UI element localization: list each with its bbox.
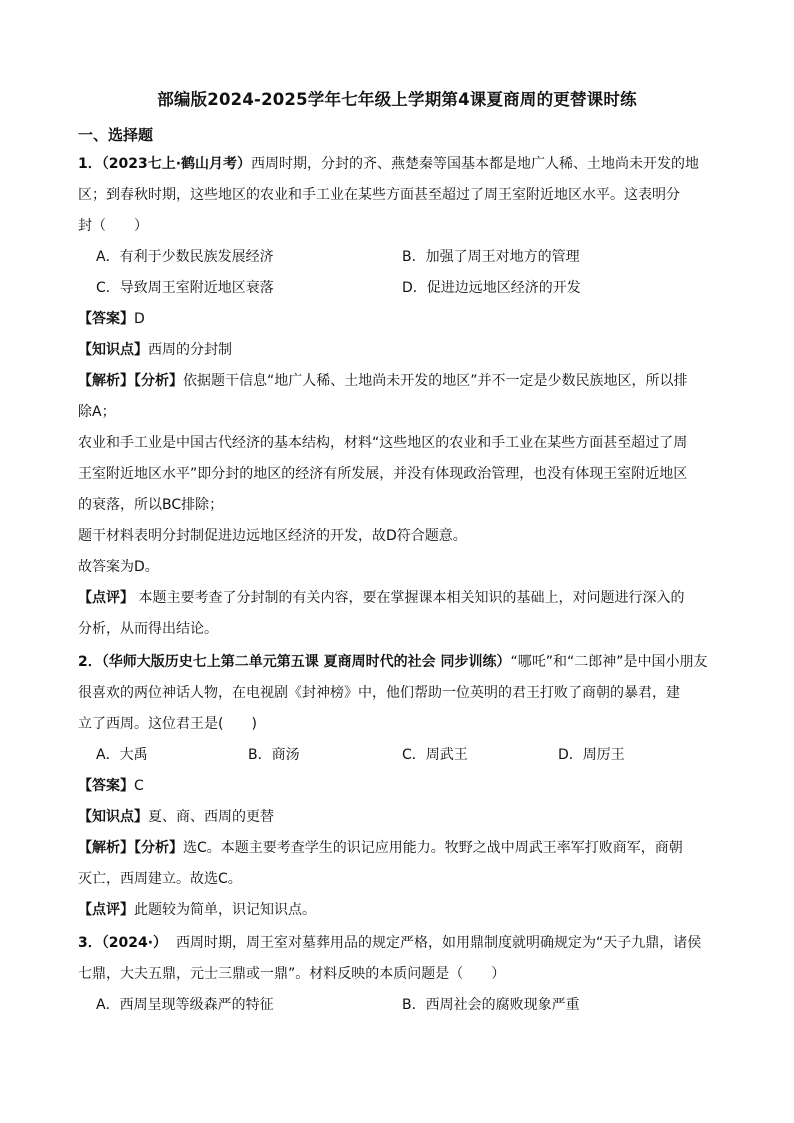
q2-knowledge-point [78, 802, 718, 833]
q1-option-b: B．加强了周王对地方的管理 [402, 249, 580, 265]
q1-comment-text-1: 本题主要考查了分封制的有关内容，要在掌握课本相关知识的基础上，对问题进行深入的 [138, 590, 685, 606]
q2-option-c: C．周武王 [402, 747, 468, 763]
q1-analysis-line-5: 的衰落，所以BC排除； [78, 497, 224, 513]
q1-comment-label: 【点评】 [78, 590, 134, 606]
q2-comment [78, 895, 718, 926]
q2-option-a: A．大禹 [96, 747, 148, 763]
q1-comment-line-1 [78, 583, 718, 614]
q2-analysis-line-2: 灭亡，西周建立。故选C。 [78, 871, 242, 887]
q2-stem-line-1 [78, 647, 718, 678]
q2-stem-line-3: 立了西周。这位君王是( ) [78, 716, 257, 732]
q3-stem-line-2: 七鼎，大夫五鼎，元士三鼎或一鼎”。材料反映的本质问题是（ ） [78, 966, 506, 982]
q3-stem-line-1 [78, 928, 718, 959]
q2-answer-value: C [134, 778, 144, 794]
q1-number: 1． [78, 156, 102, 172]
q1-answer-label: 【答案】 [78, 311, 134, 327]
q3-option-b: B．西周社会的腐败现象严重 [402, 997, 580, 1013]
q1-stem-text-1: 西周时期，分封的齐、燕楚秦等国基本都是地广人稀、土地尚未开发的地 [251, 156, 700, 172]
q3-source: （2024·） [101, 935, 168, 951]
q1-option-c: C．导致周王室附近地区衰落 [96, 280, 274, 296]
q2-source: （华师大版历史七上第二单元第五课 夏商周时代的社会 同步训练） [101, 654, 511, 670]
q1-analysis-text-1: 依据题干信息“地广人稀、土地尚未开发的地区”并不一定是少数民族地区，所以排 [183, 373, 688, 389]
q2-answer-label: 【答案】 [78, 778, 134, 794]
q1-comment-line-2: 分析，从而得出结论。 [78, 621, 218, 637]
q2-kp-value: 夏、商、西周的更替 [148, 809, 274, 825]
q2-comment-text: 此题较为简单，识记知识点。 [134, 902, 316, 918]
q1-analysis-line-7: 故答案为D。 [78, 559, 159, 575]
q1-option-d: D．促进边远地区经济的开发 [402, 280, 581, 296]
q1-kp-value: 西周的分封制 [148, 342, 232, 358]
q1-analysis-line-4: 王室附近地区水平”即分封的地区的经济有所发展，并没有体现政治管理，也没有体现王室附近地区 [78, 466, 688, 482]
q2-comment-label: 【点评】 [78, 902, 134, 918]
section-heading: 一、选择题 [78, 126, 154, 144]
q1-answer-value: D [134, 311, 145, 327]
q2-kp-label: 【知识点】 [78, 809, 148, 825]
q1-analysis-line-6: 题干材料表明分封制促进边远地区经济的开发，故D符合题意。 [78, 528, 467, 544]
q1-kp-label: 【知识点】 [78, 342, 148, 358]
q1-option-a: A．有利于少数民族发展经济 [96, 249, 274, 265]
q2-answer [78, 771, 718, 802]
question-1 [78, 149, 718, 645]
q2-analysis-text-1: 选C。本题主要考查学生的识记应用能力。牧野之战中周武王率军打败商军，商朝 [183, 840, 683, 856]
q1-analysis-line-3: 农业和手工业是中国古代经济的基本结构，材料“这些地区的农业和手工业在某些方面甚至超过了周 [78, 435, 688, 451]
q1-stem-line-3: 封（ ） [78, 218, 148, 234]
q2-option-b: B．商汤 [248, 747, 300, 763]
q2-stem-line-2: 很喜欢的两位神话人物，在电视剧《封神榜》中，他们帮助一位英明的君王打败了商朝的暴君，建 [78, 685, 680, 701]
q2-number: 2． [78, 654, 102, 670]
q3-option-a: A．西周呈现等级森严的特征 [96, 997, 274, 1013]
q3-stem-text-1: 西周时期，周王室对墓葬用品的规定严格，如用鼎制度就明确规定为“天子九鼎，诸侯 [175, 935, 702, 951]
q3-options-row-1 [78, 990, 718, 1021]
q2-analysis-label: 【解析】【分析】 [78, 840, 183, 856]
q1-analysis-line-1 [78, 366, 718, 397]
q3-number: 3． [78, 935, 102, 951]
page-title: 部编版2024-2025学年七年级上学期第4课夏商周的更替课时练 [157, 90, 637, 109]
q1-stem-line-1 [78, 149, 718, 180]
question-3 [78, 928, 718, 1021]
q1-options-row-1 [78, 242, 718, 273]
q1-analysis-line-2: 除A； [78, 404, 116, 420]
q1-options-row-2 [78, 273, 718, 304]
q1-answer [78, 304, 718, 335]
q1-source: （2023七上·鹤山月考） [101, 156, 252, 172]
q2-option-d: D．周厉王 [558, 747, 625, 763]
q2-options-row [78, 740, 718, 771]
q2-stem-text-1: “哪吒”和“二郎神”是中国小朋友 [510, 654, 708, 670]
q2-analysis-line-1 [78, 833, 718, 864]
q1-analysis-label: 【解析】【分析】 [78, 373, 183, 389]
q1-knowledge-point [78, 335, 718, 366]
q1-stem-line-2: 区；到春秋时期，这些地区的农业和手工业在某些方面甚至超过了周王室附近地区水平。这表明分 [78, 187, 680, 203]
question-2 [78, 647, 718, 926]
